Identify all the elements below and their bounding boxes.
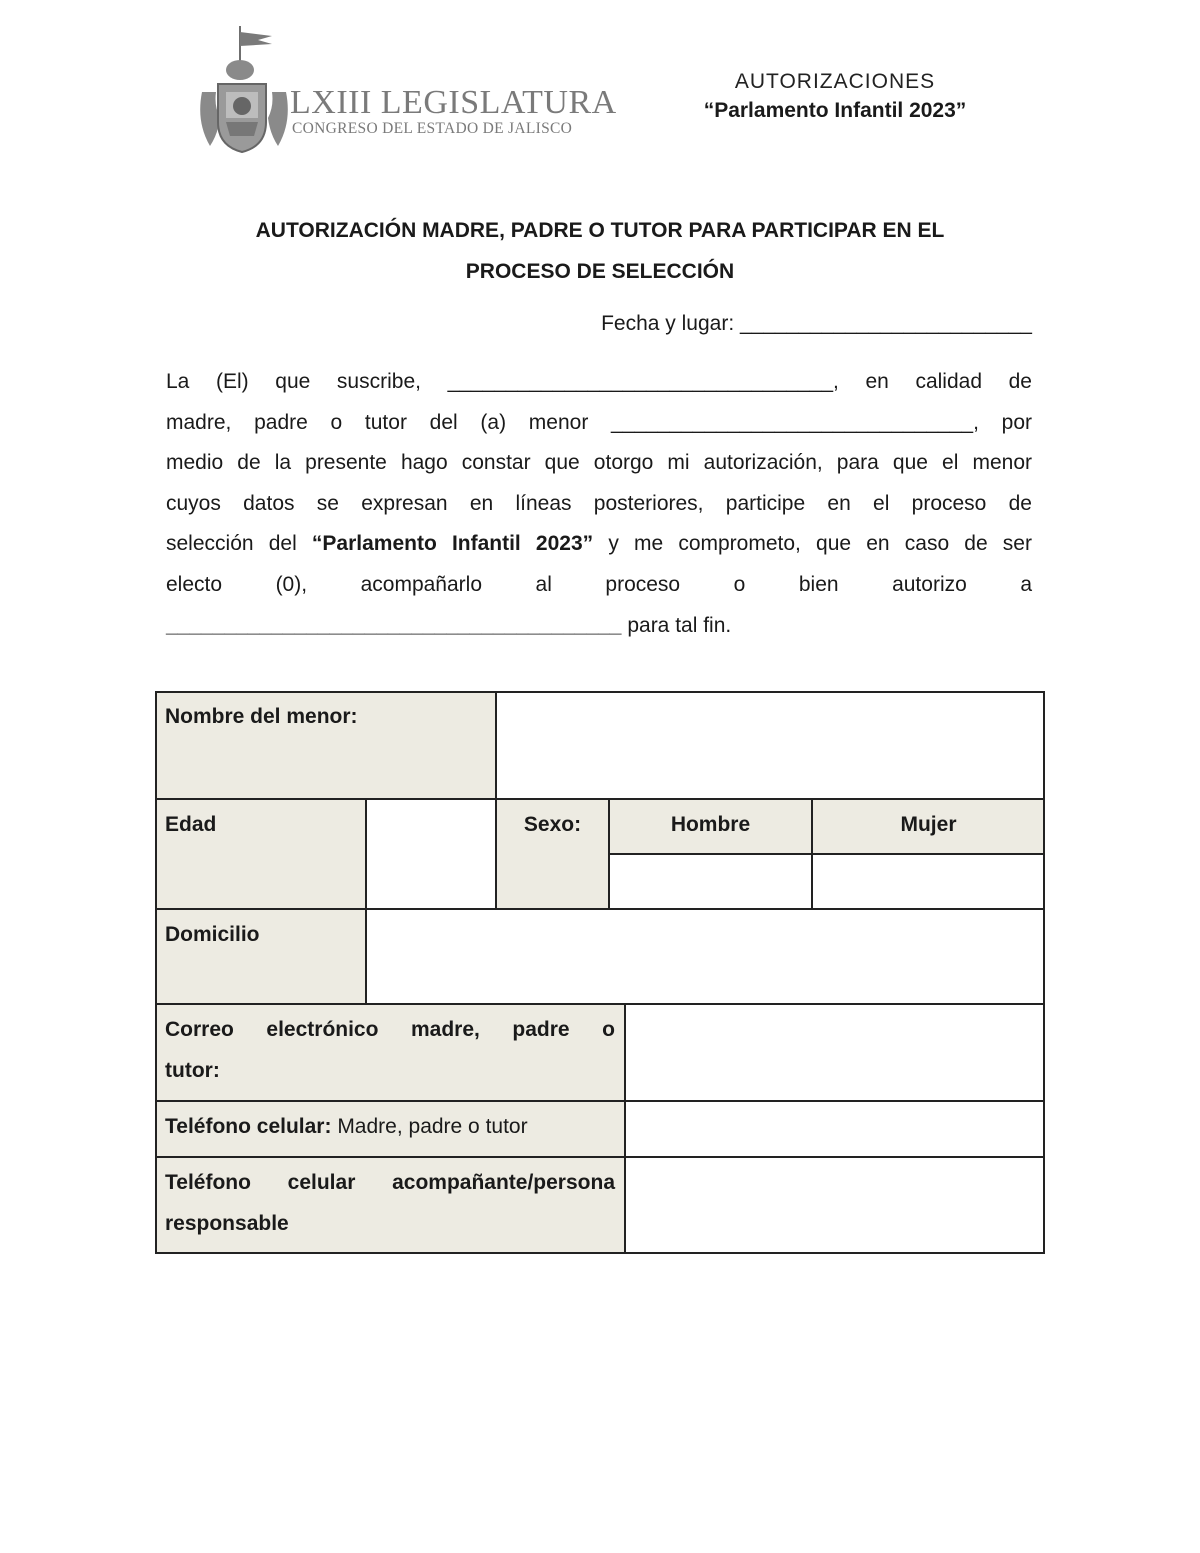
date-place-line: Fecha y lugar: _________________________ — [601, 312, 1032, 335]
logo-title: LXIII LEGISLATURA — [290, 84, 617, 121]
participant-form-table — [155, 691, 1045, 1254]
label-text: tutor: — [165, 1059, 220, 1082]
label-sexo — [496, 799, 609, 909]
paragraph-line: electo (0), acompañarlo al proceso o bien autorizo a — [166, 572, 1032, 596]
paragraph-line — [166, 606, 1032, 647]
input-correo[interactable] — [625, 1004, 1045, 1101]
table-border — [624, 1004, 626, 1254]
label-text: Teléfono celular: — [165, 1115, 332, 1138]
input-telefono[interactable] — [625, 1101, 1045, 1157]
title-line-1: AUTORIZACIÓN MADRE, PADRE O TUTOR PARA PARTICIPAR EN EL — [255, 219, 945, 242]
table-border — [155, 798, 1045, 800]
paragraph-text: y me comprometo, que en caso de ser — [593, 532, 1032, 556]
table-border — [155, 691, 1045, 693]
table-border — [1043, 691, 1045, 1254]
label-text: Madre, padre o tutor — [331, 1115, 528, 1138]
label-text: Mujer — [900, 813, 957, 836]
paragraph-line: La (El) que suscribe, _________________________________, en calidad de — [166, 370, 1032, 393]
table-border — [155, 1252, 1045, 1254]
input-edad[interactable] — [366, 799, 496, 909]
label-telefono — [155, 1101, 625, 1157]
label-telefono-acompanante — [155, 1157, 625, 1254]
authorization-paragraph — [166, 362, 1032, 646]
table-border — [155, 1003, 1045, 1005]
table-border — [155, 908, 1045, 910]
paragraph-text: para tal fin. — [621, 613, 732, 637]
label-nombre-menor — [155, 691, 496, 799]
authorized-person-blank: _______________________________________ — [166, 613, 622, 637]
input-hombre[interactable] — [609, 854, 812, 909]
header-right — [660, 70, 1010, 123]
table-border — [608, 799, 610, 909]
label-hombre — [609, 799, 812, 854]
table-border — [495, 691, 497, 909]
legislature-logo — [196, 22, 617, 154]
section-label: AUTORIZACIONES — [734, 70, 936, 93]
paragraph-text: selección del — [166, 532, 312, 556]
label-text: Sexo: — [523, 813, 582, 836]
table-border — [155, 1156, 1045, 1158]
label-text: Teléfono celular acompañante/persona — [165, 1171, 615, 1194]
table-border — [155, 1100, 1045, 1102]
label-domicilio — [155, 909, 366, 1004]
input-telefono-acompanante[interactable] — [625, 1157, 1045, 1254]
label-text: Hombre — [670, 813, 751, 836]
logo-subtitle: CONGRESO DEL ESTADO DE JALISCO — [292, 120, 573, 137]
paragraph-line: cuyos datos se expresan en líneas posteriores, participe en el proceso de — [166, 491, 1032, 515]
label-text: responsable — [165, 1212, 289, 1235]
table-border — [811, 799, 813, 909]
document-title — [160, 210, 1040, 292]
table-border — [365, 799, 367, 1004]
input-domicilio[interactable] — [366, 909, 1045, 1004]
paragraph-line: madre, padre o tutor del (a) menor _______________________________, por — [166, 410, 1032, 434]
paragraph-line — [166, 524, 1032, 565]
label-text: Correo electrónico madre, padre o — [165, 1018, 615, 1041]
table-border — [155, 691, 157, 1254]
label-correo — [155, 1004, 625, 1101]
label-edad — [155, 799, 366, 909]
title-line-2: PROCESO DE SELECCIÓN — [465, 260, 735, 283]
label-mujer — [812, 799, 1045, 854]
event-name: “Parlamento Infantil 2023” — [703, 99, 967, 122]
input-nombre-menor[interactable] — [496, 691, 1045, 799]
label-text: Nombre del menor: — [165, 705, 358, 728]
paragraph-line: medio de la presente hago constar que otorgo mi autorización, para que el menor — [166, 451, 1032, 475]
table-border — [609, 853, 1045, 855]
event-name-inline: “Parlamento Infantil 2023” — [311, 532, 594, 556]
input-mujer[interactable] — [812, 854, 1045, 909]
label-text: Domicilio — [165, 923, 260, 946]
label-text: Edad — [165, 813, 217, 836]
